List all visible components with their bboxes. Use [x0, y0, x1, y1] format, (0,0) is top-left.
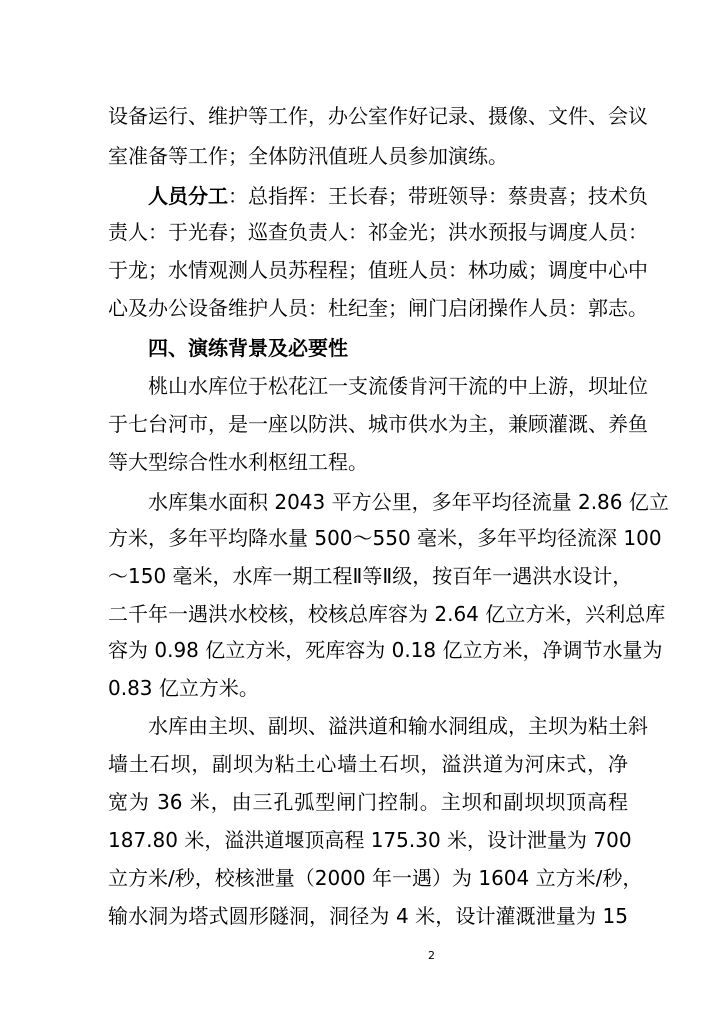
staff-assignment-label: 人员分工: [148, 184, 228, 208]
paragraph-line: 墙土石坝，副坝为粘土心墙土石坝，溢洪道为河床式，净: [108, 752, 628, 776]
paragraph-line: 于七台河市，是一座以防洪、城市供水为主，兼顾灌溉、养鱼: [108, 412, 648, 436]
paragraph-line: 责人：于光春；巡查负责人：祁金光；洪水预报与调度人员：: [108, 220, 648, 244]
paragraph-line: 室准备等工作；全体防汛值班人员参加演练。: [108, 144, 508, 168]
paragraph-line: 方米，多年平均降水量 500～550 毫米，多年平均径流深 100: [108, 526, 662, 550]
paragraph-line: 187.80 米，溢洪道堰顶高程 175.30 米，设计泄量为 700: [108, 828, 632, 852]
paragraph-line: 于龙；水情观测人员苏程程；值班人员：林功威；调度中心中: [108, 258, 648, 282]
line-text: ：总指挥：王长春；带班领导：蔡贵喜；技术负: [228, 184, 648, 208]
section-heading: 四、演练背景及必要性: [148, 336, 348, 360]
paragraph-line: 心及办公设备维护人员：杜纪奎；闸门启闭操作人员：郭志。: [108, 296, 648, 320]
paragraph-line: 水库由主坝、副坝、溢洪道和输水洞组成，主坝为粘土斜: [148, 714, 648, 738]
paragraph-line: 容为 0.98 亿立方米，死库容为 0.18 亿立方米，净调节水量为: [108, 638, 663, 662]
paragraph-line: 等大型综合性水利枢纽工程。: [108, 450, 368, 474]
paragraph-line: 水库集水面积 2043 平方公里，多年平均径流量 2.86 亿立: [148, 490, 669, 514]
paragraph-line: 设备运行、维护等工作，办公室作好记录、摄像、文件、会议: [108, 104, 648, 128]
paragraph-line: 0.83 亿立方米。: [108, 676, 259, 700]
paragraph-line: ～150 毫米，水库一期工程Ⅱ等Ⅱ级，按百年一遇洪水设计，: [108, 564, 633, 588]
paragraph-line: 二千年一遇洪水校核，校核总库容为 2.64 亿立方米，兴利总库: [108, 602, 666, 626]
paragraph-line: [148, 183, 648, 209]
paragraph-line: 桃山水库位于松花江一支流倭肯河干流的中上游，坝址位: [148, 374, 648, 398]
paragraph-line: 立方米/秒，校核泄量（2000 年一遇）为 1604 立方米/秒，: [108, 866, 643, 890]
page-number: 2: [428, 949, 435, 962]
paragraph-line: 宽为 36 米，由三孔弧型闸门控制。主坝和副坝坝顶高程: [108, 790, 628, 814]
paragraph-line: 输水洞为塔式圆形隧洞，洞径为 4 米，设计灌溉泄量为 15: [108, 904, 628, 928]
